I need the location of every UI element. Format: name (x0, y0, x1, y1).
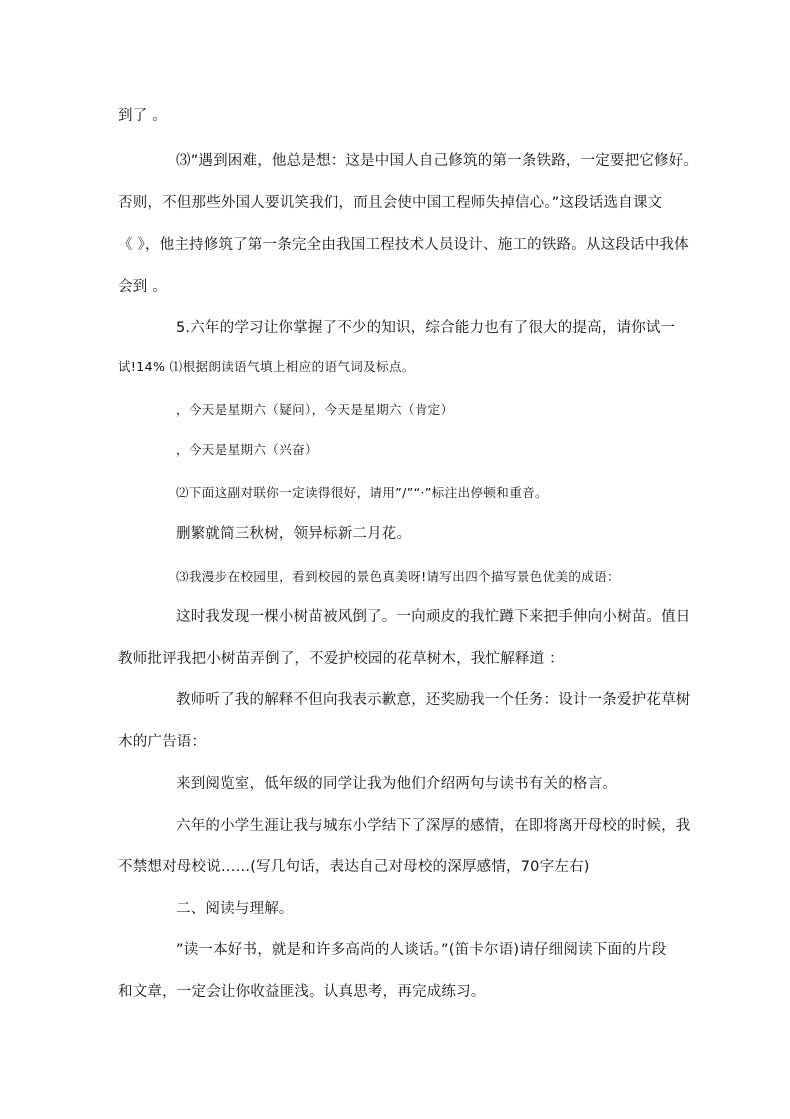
text-line: 教师听了我的解释不但向我表示歉意，还奖励我一个任务：设计一条爱护花草树 (176, 692, 691, 708)
text-line: ⑶我漫步在校园里，看到校园的景色真美呀!请写出四个描写景色优美的成语： (176, 569, 621, 584)
text-line: ，今天是星期六（兴奋） (176, 442, 318, 457)
text-line: 删繁就简三秋树，领异标新二月花。 (176, 526, 412, 542)
text-line: 不禁想对母校说……(写几句话，表达自己对母校的深厚感情，70字左右) (118, 859, 590, 875)
text-line: 会到 。 (118, 279, 167, 295)
text-line: 和文章，一定会让你收益匪浅。认真思考，再完成练习。 (118, 984, 486, 1000)
question-heading: 5.六年的学习让你掌握了不少的知识，综合能力也有了很大的提高，请你试一 (176, 320, 676, 336)
text-line: ”读一本好书，就是和许多高尚的人谈话。”(笛卡尔语)请仔细阅读下面的片段 (176, 942, 667, 958)
text-line: 这时我发现一棵小树苗被风倒了。一向顽皮的我忙蹲下来把手伸向小树苗。值日 (176, 609, 691, 625)
text-line: 否则，不但那些外国人要讥笑我们，而且会使中国工程师失掉信心。”这段话选自课文 (118, 195, 663, 211)
text-line: 《 》，他主持修筑了第一条完全由我国工程技术人员设计、施工的铁路。从这段话中我体 (118, 237, 689, 253)
text-line: 试!14% ⑴根据朗读语气填上相应的语气词及标点。 (118, 359, 415, 374)
text-line: 六年的小学生涯让我与城东小学结下了深厚的感情，在即将离开母校的时候，我 (176, 818, 691, 834)
text-line: ⑶”遇到困难，他总是想：这是中国人自己修筑的第一条铁路，一定要把它修好。 (176, 153, 699, 169)
text-line: 教师批评我把小树苗弄倒了，不爱护校园的花草树木，我忙解释道 ： (118, 651, 564, 667)
text-line: ，今天是星期六（疑问），今天是星期六（肯定） (176, 402, 454, 417)
text-line: ⑵下面这副对联你一定读得很好，请用”/”“·”标注出停顿和重音。 (176, 485, 548, 500)
section-heading: 二、阅读与理解。 (176, 901, 294, 917)
text-line: 到了 。 (118, 108, 167, 124)
text-line: 来到阅览室，低年级的同学让我为他们介绍两句与读书有关的格言。 (176, 776, 617, 792)
text-line: 木的广告语： (118, 734, 207, 750)
